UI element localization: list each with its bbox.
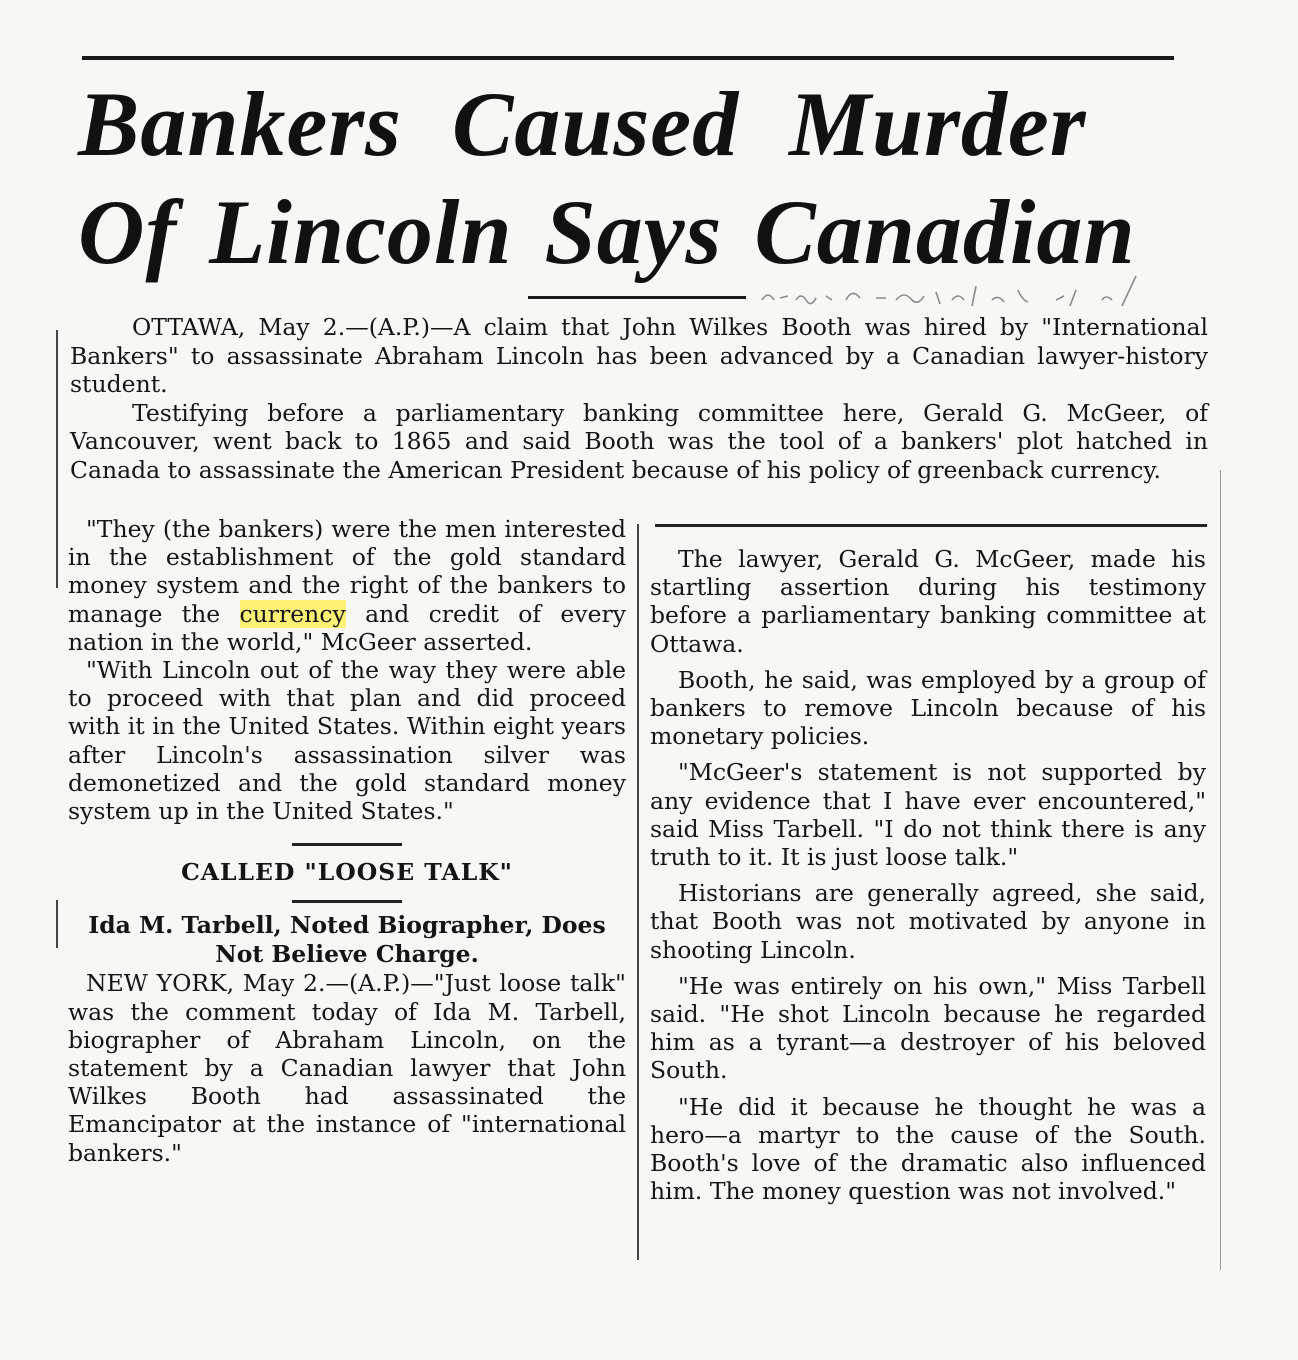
right-paragraph-2: Booth, he said, was employed by a group of bankers to remove Lincoln because of his monetary policies. [650,665,1206,751]
lead-paragraphs [70,313,1208,485]
right-column [650,545,1206,1213]
left-column [68,515,626,1167]
subhead-rule-top [292,843,402,846]
headline-line-2: Of Lincoln Says Canadian [78,181,1136,283]
right-margin-line [1220,470,1221,1270]
deck: Ida M. Tarbell, Noted Biographer, Does Not Believe Charge. [88,911,606,969]
column-divider [637,524,639,1260]
left-quote-1-after: and credit of every nation in the world," McGeer asserted. [68,599,626,656]
subhead: CALLED "LOOSE TALK" [181,858,513,887]
headline-under-rule [528,296,746,299]
right-paragraph-3: "McGeer's statement is not supported by any evidence that I have ever encountered," said Miss Tarbell. "I do not think there is any truth to it. It is just loose talk." [650,758,1206,872]
handwritten-annotation [756,270,1186,310]
right-column-top-rule [655,524,1207,527]
right-paragraph-5: "He was entirely on his own," Miss Tarbell said. "He shot Lincoln because he regarded him as a tyrant—a destroyer of his beloved South. [650,971,1206,1085]
left-quote-2: "With Lincoln out of the way they were able to proceed with that plan and did proceed with it in the United States. Within eight years after Lincoln's assassination silver was demonetized and the gold standard money system up in the United States." [68,656,626,826]
left-margin-line-top [56,330,58,588]
right-paragraph-4: Historians are generally agreed, she said, that Booth was not motivated by anyone in shooting Lincoln. [650,879,1206,964]
headline [78,70,1228,286]
left-quote-1-before: "They (the bankers) were the men interested in the establishment of the gold standard money system and the right of the bankers to manage the [68,515,626,628]
left-margin-line-bottom [56,900,58,948]
lead-paragraph-2: Testifying before a parliamentary banking committee here, Gerald G. McGeer, of Vancouver, went back to 1865 and said Booth was the tool of a bankers' plot hatched in Canada to assassinate the American President because of his policy of greenback currency. [70,398,1208,484]
highlighted-word: currency [239,599,346,628]
top-rule [82,56,1174,60]
right-paragraph-6: "He did it because he thought he was a hero—a martyr to the cause of the South. Booth's love of the dramatic also influenced him. The money question was not involved." [650,1092,1206,1206]
right-paragraph-1: The lawyer, Gerald G. McGeer, made his startling assertion during his testimony before a parliamentary banking committee at Ottawa. [650,545,1206,658]
left-quote-1 [68,515,626,656]
dispatch-paragraph: NEW YORK, May 2.—(A.P.)—"Just loose talk" was the comment today of Ida M. Tarbell, biographer of Abraham Lincoln, on the statement by a Canadian lawyer that John Wilkes Booth had assassinated the Emancipator at the instance of "international bankers." [68,969,626,1167]
headline-line-1: Bankers Caused Murder [78,73,1087,175]
lead-paragraph-1: OTTAWA, May 2.—(A.P.)—A claim that John Wilkes Booth was hired by "International Bankers" to assassinate Abraham Lincoln has been advanced by a Canadian lawyer-history student. [70,313,1208,399]
subhead-rule-bottom [292,900,402,903]
